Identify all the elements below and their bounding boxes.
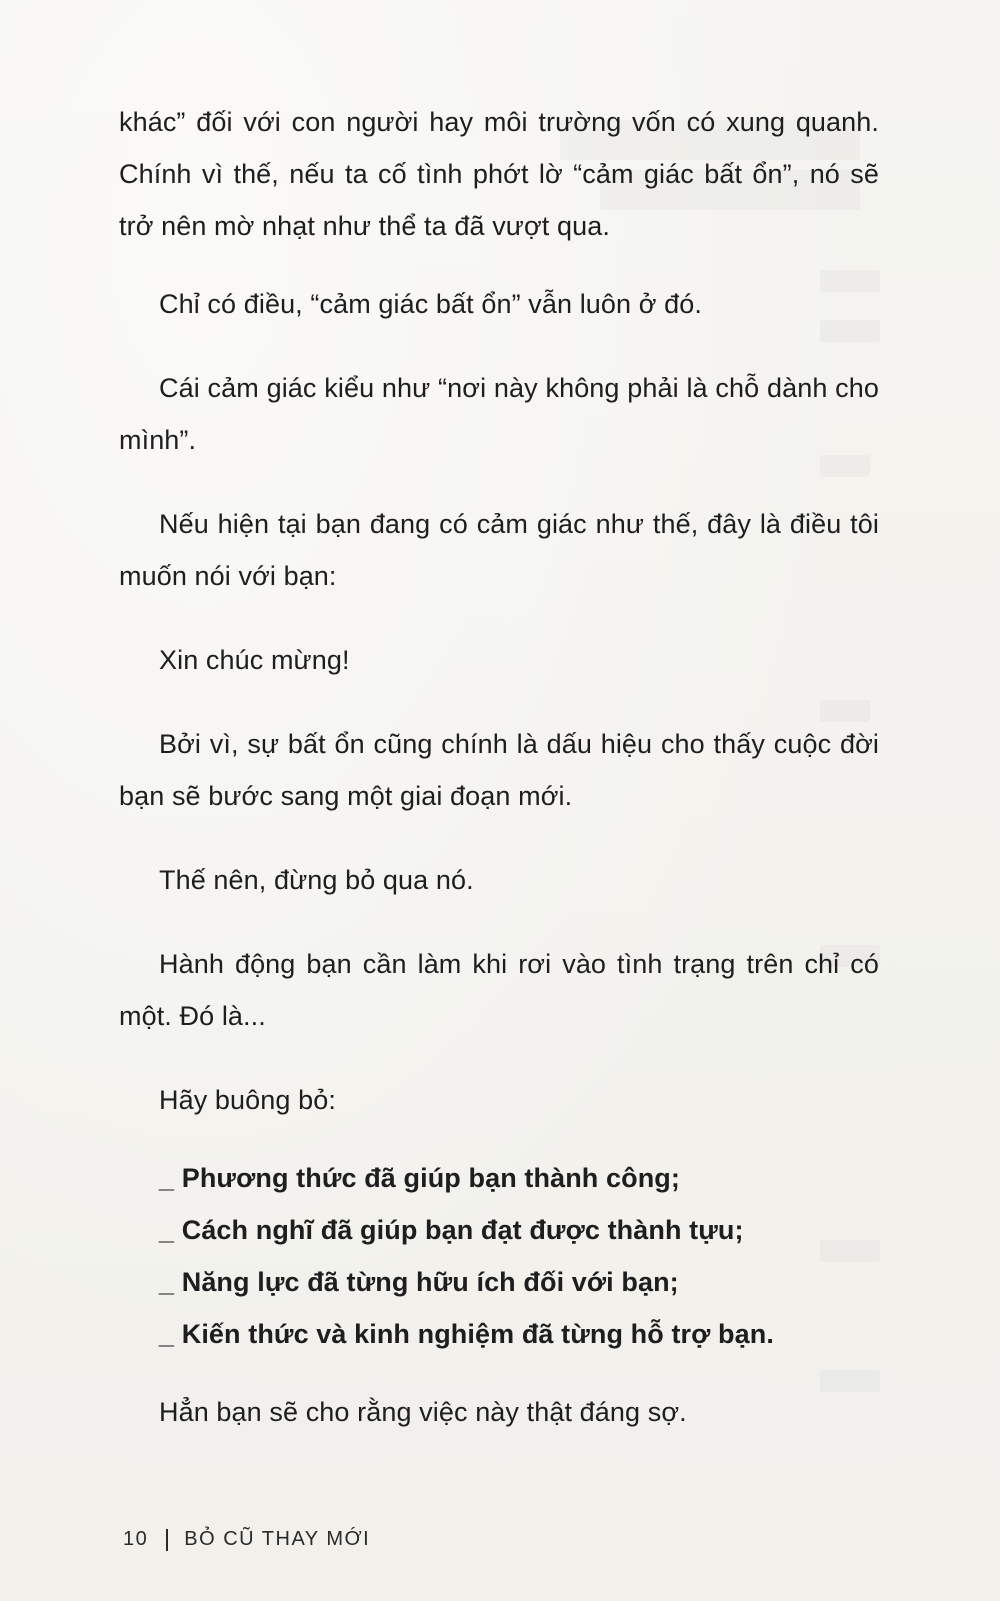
paragraph-9: Hãy buông bỏ: [159,1085,336,1115]
paragraph-8: Hành động bạn cần làm khi rơi vào tình trạng trên chỉ có một. Đó là... [119,949,879,1031]
list-item: _ Cách nghĩ đã giúp bạn đạt được thành tựu; [159,1215,744,1245]
paragraph-3: Cái cảm giác kiểu như “nơi này không phải là chỗ dành cho mình”. [119,373,879,455]
paragraph-5: Xin chúc mừng! [159,645,350,675]
paragraph-1: khác” đối với con người hay môi trường vốn có xung quanh. Chính vì thế, nếu ta cố tình phớt lờ “cảm giác bất ổn”, nó sẽ trở nên mờ nhạt như thể ta đã vượt qua. [119,107,879,241]
paragraph-6: Bởi vì, sự bất ổn cũng chính là dấu hiệu cho thấy cuộc đời bạn sẽ bước sang một giai đoạn mới. [119,729,879,811]
list-item: _ Kiến thức và kinh nghiệm đã từng hỗ trợ bạn. [159,1319,774,1349]
footer-divider [166,1529,168,1551]
paragraph-4: Nếu hiện tại bạn đang có cảm giác như thế, đây là điều tôi muốn nói với bạn: [119,509,879,591]
let-go-list [119,1152,879,1360]
paragraph-2: Chỉ có điều, “cảm giác bất ổn” vẫn luôn ở đó. [159,289,702,319]
running-footer [123,1528,370,1551]
closing-paragraph: Hẳn bạn sẽ cho rằng việc này thật đáng sợ. [159,1397,687,1427]
book-title: BỎ CŨ THAY MỚI [184,1528,371,1550]
paragraph-7: Thế nên, đừng bỏ qua nó. [159,865,474,895]
list-item: _ Phương thức đã giúp bạn thành công; [159,1163,680,1193]
page-number: 10 [123,1528,149,1550]
page-body [119,96,879,1438]
list-item: _ Năng lực đã từng hữu ích đối với bạn; [159,1267,679,1297]
